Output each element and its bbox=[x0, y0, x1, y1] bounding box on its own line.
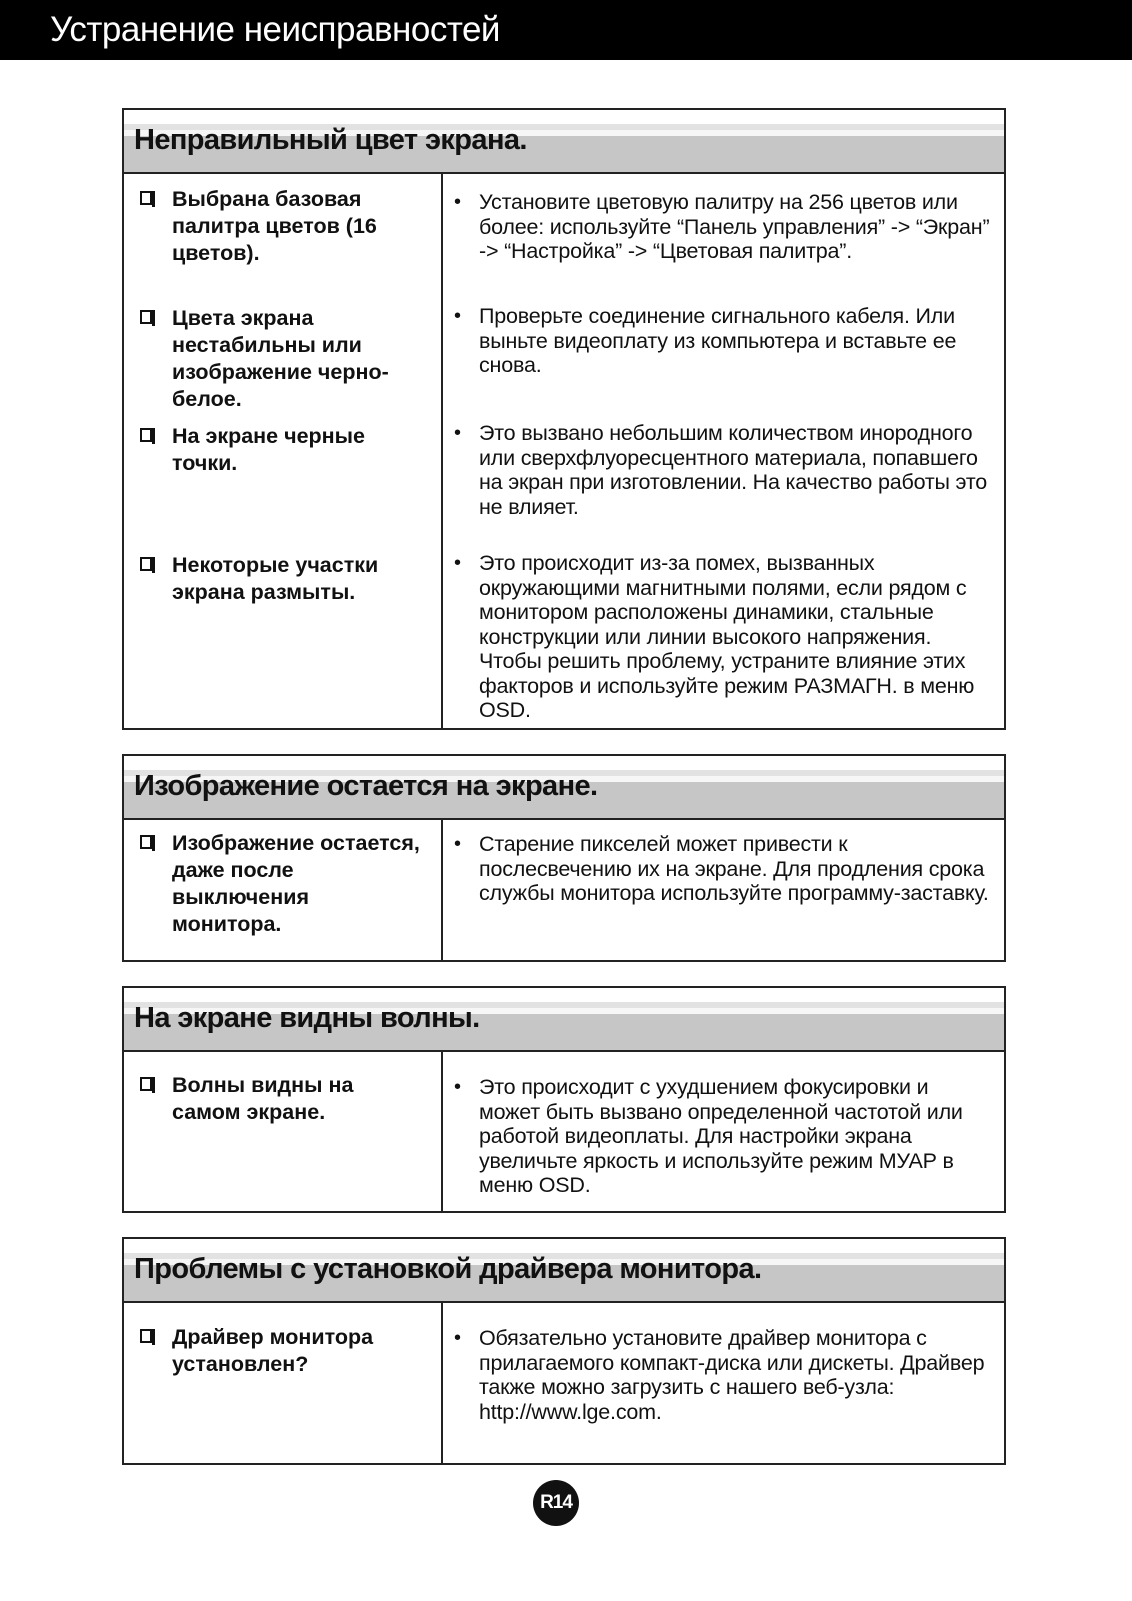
solution-text: Установите цветовую палитру на 256 цветов или более: используйте “Панель управления” -> “Экран” -> “Настройка” -> “Цветовая палитра”. bbox=[479, 190, 990, 263]
symptom-item bbox=[140, 423, 420, 477]
symptom-item bbox=[140, 1324, 420, 1378]
section-body bbox=[124, 1303, 1004, 1465]
checkbox-square-icon bbox=[140, 557, 152, 571]
column-divider bbox=[441, 1052, 443, 1213]
section-wrong-color bbox=[122, 108, 1006, 730]
page-title: Устранение неисправностей bbox=[50, 10, 500, 49]
page-header bbox=[0, 0, 1132, 60]
section-header bbox=[124, 1239, 1004, 1303]
solution-text: Это происходит из-за помех, вызванных окружающими магнитными полями, если рядом с монитором расположены динамики, стальные конструкции или линии высокого напряжения. Чтобы решить проблему, устраните влияние этих факторов и используйте режим РАЗМАГН. в меню OSD. bbox=[479, 551, 975, 722]
symptom-text: Драйвер монитора установлен? bbox=[172, 1325, 374, 1376]
symptom-item bbox=[140, 552, 420, 606]
section-title: Изображение остается на экране. bbox=[134, 770, 598, 802]
section-header bbox=[124, 756, 1004, 820]
column-divider bbox=[441, 820, 443, 962]
symptom-item bbox=[140, 1072, 420, 1126]
solution-text: Это происходит с ухудшением фокусировки и может быть вызвано определенной частотой или работой видеоплаты. Для настройки экрана увеличьте яркость и используйте режим МУАР в меню OSD. bbox=[479, 1075, 963, 1197]
section-body bbox=[124, 820, 1004, 962]
section-body bbox=[124, 1052, 1004, 1213]
bullet-icon: • bbox=[454, 191, 462, 213]
section-title: Неправильный цвет экрана. bbox=[134, 124, 527, 156]
section-title: Проблемы с установкой драйвера монитора. bbox=[134, 1253, 762, 1285]
symptom-item bbox=[140, 305, 420, 413]
symptom-item bbox=[140, 830, 420, 938]
bullet-icon: • bbox=[454, 422, 462, 444]
page-number-badge: R14 bbox=[533, 1480, 579, 1526]
symptom-text: Изображение остается, даже после выключения монитора. bbox=[172, 831, 420, 936]
bullet-icon: • bbox=[454, 1076, 462, 1098]
solution-item bbox=[454, 304, 994, 378]
solution-text: Старение пикселей может привести к послесвечению их на экране. Для продления срока службы монитора используйте программу-заставку. bbox=[479, 832, 989, 905]
section-driver-install bbox=[122, 1237, 1006, 1465]
solution-item bbox=[454, 832, 994, 906]
solution-text: Обязательно установите драйвер монитора с прилагаемого компакт-диска или дискеты. Драйвер также можно загрузить с нашего веб-узла: http://www.lge.com. bbox=[479, 1326, 985, 1424]
bullet-icon: • bbox=[454, 1327, 462, 1349]
column-divider bbox=[441, 1303, 443, 1465]
symptom-text: Выбрана базовая палитра цветов (16 цветов). bbox=[172, 187, 377, 265]
checkbox-square-icon bbox=[140, 1329, 152, 1343]
bullet-icon: • bbox=[454, 833, 462, 855]
checkbox-square-icon bbox=[140, 310, 152, 324]
solution-text: Проверьте соединение сигнального кабеля. Или выньте видеоплату из компьютера и вставьте ее снова. bbox=[479, 304, 957, 377]
solution-item bbox=[454, 551, 994, 723]
solution-text: Это вызвано небольшим количеством инородного или сверхфлуоресцентного материала, попавшего на экран при изготовлении. На качество работы это не влияет. bbox=[479, 421, 988, 519]
symptom-item bbox=[140, 186, 420, 267]
solution-item bbox=[454, 190, 994, 264]
section-image-retention bbox=[122, 754, 1006, 962]
bullet-icon: • bbox=[454, 552, 462, 574]
section-body bbox=[124, 174, 1004, 730]
solution-item bbox=[454, 1075, 994, 1198]
section-title: На экране видны волны. bbox=[134, 1002, 480, 1034]
column-divider bbox=[441, 174, 443, 730]
bullet-icon: • bbox=[454, 305, 462, 327]
solution-item bbox=[454, 1326, 994, 1424]
checkbox-square-icon bbox=[140, 191, 152, 205]
section-header bbox=[124, 110, 1004, 174]
section-header bbox=[124, 988, 1004, 1052]
checkbox-square-icon bbox=[140, 835, 152, 849]
solution-item bbox=[454, 421, 994, 519]
checkbox-square-icon bbox=[140, 428, 152, 442]
section-waves bbox=[122, 986, 1006, 1213]
symptom-text: На экране черные точки. bbox=[172, 424, 365, 475]
symptom-text: Некоторые участки экрана размыты. bbox=[172, 553, 379, 604]
symptom-text: Цвета экрана нестабильны или изображение черно-белое. bbox=[172, 306, 389, 411]
checkbox-square-icon bbox=[140, 1077, 152, 1091]
symptom-text: Волны видны на самом экране. bbox=[172, 1073, 354, 1124]
